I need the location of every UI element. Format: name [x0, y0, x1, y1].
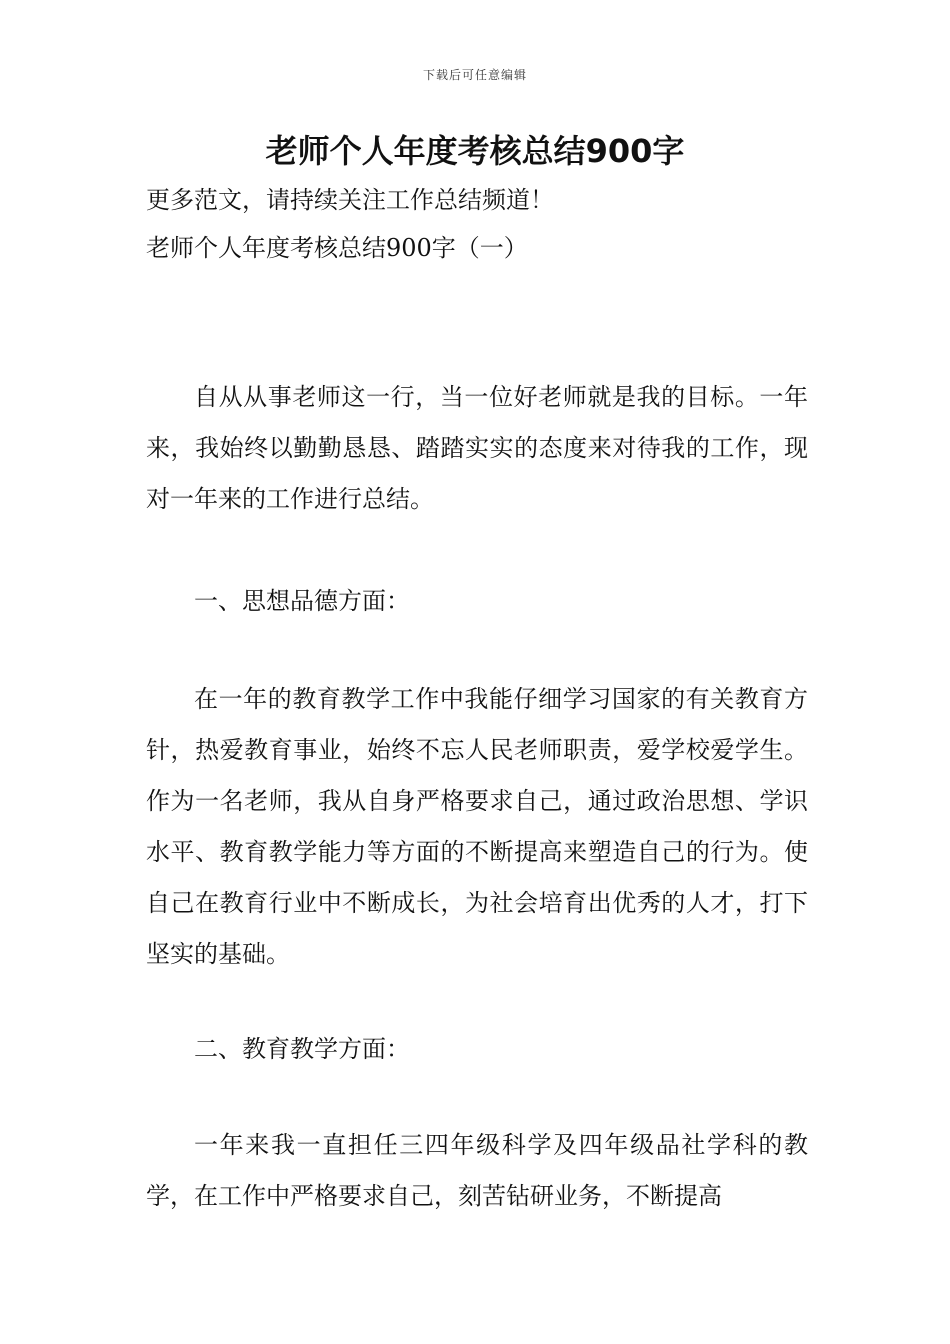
header-note: 下载后可任意编辑	[422, 68, 527, 82]
intro-line-subtitle: 老师个人年度考核总结900字（一）	[146, 234, 528, 262]
paragraph-morality: 在一年的教育教学工作中我能仔细学习国家的有关教育方针，热爱教育事业，始终不忘人民老师职责，爱学校爱学生。作为一名老师，我从自身严格要求自己，通过政治思想、学识水平、教育教学能力等方面的不断提高来塑造自己的行为。使自己在教育行业中不断成长，为社会培育出优秀的人才，打下坚实的基础。	[146, 685, 808, 968]
section-heading-morality: 一、思想品德方面：	[194, 587, 410, 615]
paragraph-teaching: 一年来我一直担任三四年级科学及四年级品社学科的教学，在工作中严格要求自己，刻苦钻研业务，不断提高	[146, 1131, 808, 1210]
paragraph-intro: 自从从事老师这一行，当一位好老师就是我的目标。一年来，我始终以勤勤恳恳、踏踏实实的态度来对待我的工作，现对一年来的工作进行总结。	[146, 383, 808, 513]
section-heading-teaching: 二、教育教学方面：	[194, 1035, 410, 1063]
document-title: 老师个人年度考核总结900字	[265, 132, 685, 170]
intro-line-channel: 更多范文，请持续关注工作总结频道！	[146, 186, 554, 214]
